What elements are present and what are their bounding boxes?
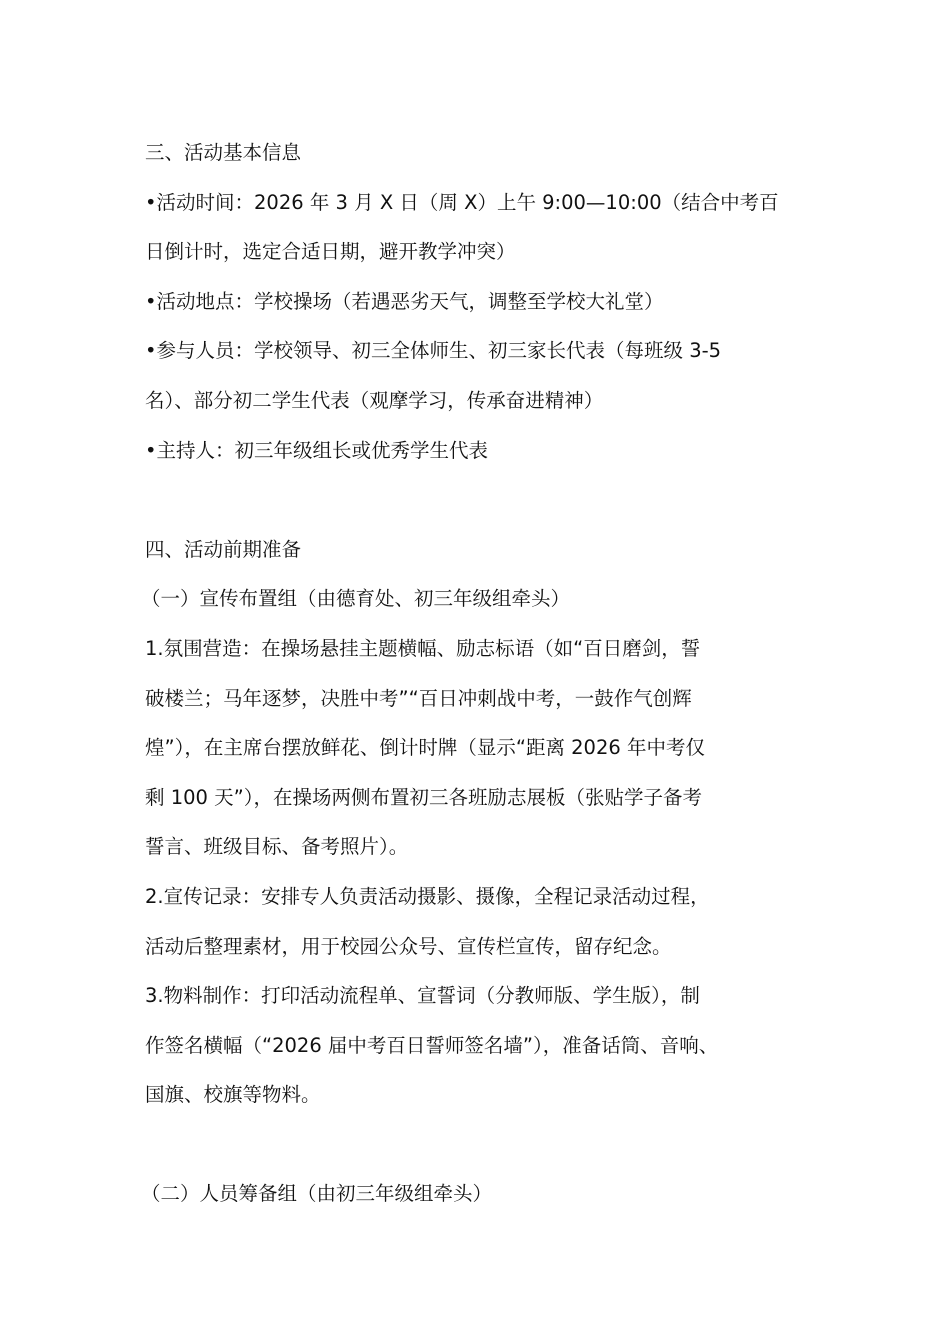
materials-line-3: 国旗、校旗等物料。 (145, 1083, 321, 1107)
atmosphere-line-2: 破楼兰；马年逐梦，决胜中考”“百日冲刺战中考，一鼓作气创辉 (145, 686, 692, 710)
materials-line-2: 作签名横幅（“2026 届中考百日誓师签名墙”），准备话筒、音响、 (145, 1033, 719, 1057)
atmosphere-line-1: 1.氛围营造：在操场悬挂主题横幅、励志标语（如“百日磨剑，誓 (145, 636, 701, 660)
activity-location-line: •活动地点：学校操场（若遇恶劣天气，调整至学校大礼堂） (145, 289, 664, 313)
subsection-1-heading: （一）宣传布置组（由德育处、初三年级组牵头） (141, 587, 571, 611)
atmosphere-line-4: 剩 100 天”），在操场两侧布置初三各班励志展板（张贴学子备考 (145, 785, 702, 809)
document-body (141, 128, 845, 1219)
section-3-heading: 三、活动基本信息 (145, 141, 302, 164)
publicity-line-2: 活动后整理素材，用于校园公众号、宣传栏宣传，留存纪念。 (145, 934, 672, 958)
participants-line-2: 名）、部分初二学生代表（观摩学习，传承奋进精神） (145, 388, 604, 412)
activity-time-line-1: •活动时间：2026 年 3 月 X 日（周 X）上午 9:00—10:00（结合中考百 (145, 190, 779, 214)
materials-line-1: 3.物料制作：打印活动流程单、宣誓词（分教师版、学生版），制 (145, 984, 700, 1008)
participants-line-1: •参与人员：学校领导、初三全体师生、初三家长代表（每班级 3-5 (145, 339, 722, 363)
subsection-2-heading: （二）人员筹备组（由初三年级组牵头） (141, 1182, 493, 1206)
publicity-line-1: 2.宣传记录：安排专人负责活动摄影、摄像，全程记录活动过程， (145, 884, 710, 908)
activity-time-line-2: 日倒计时，选定合适日期，避开教学冲突） (145, 240, 516, 264)
host-line: •主持人：初三年级组长或优秀学生代表 (145, 438, 489, 462)
paragraph-spacer (145, 1120, 845, 1170)
paragraph-spacer (145, 475, 845, 525)
atmosphere-line-3: 煌”），在主席台摆放鲜花、倒计时牌（显示“距离 2026 年中考仅 (145, 736, 705, 760)
section-4-heading: 四、活动前期准备 (145, 537, 302, 561)
atmosphere-line-5: 誓言、班级目标、备考照片）。 (145, 835, 409, 859)
